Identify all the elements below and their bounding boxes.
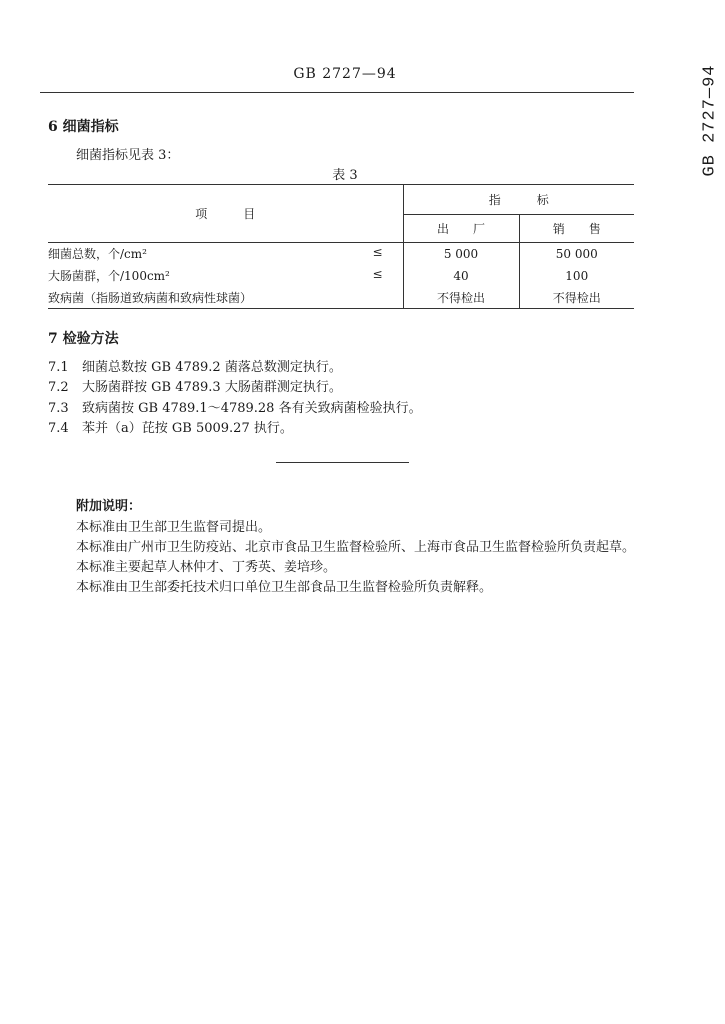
row-item-cell (48, 265, 403, 287)
col-factory-header: 出 厂 (403, 215, 519, 243)
col-index-header: 指 标 (403, 185, 634, 215)
method-item (48, 376, 342, 395)
row-sale-value: 不得检出 (519, 287, 634, 309)
section-6-intro: 细菌指标见表 3： (76, 148, 180, 163)
leq-symbol: ≤ (372, 245, 383, 260)
side-standard-code (695, 60, 725, 180)
section-divider (276, 462, 409, 463)
row-factory-value: 5 000 (403, 243, 519, 265)
method-num: 7.2 (48, 380, 69, 395)
row-item-text: 致病菌（指肠道致病菌和致病性球菌） (48, 290, 253, 305)
row-item-text: 大肠菌群，个/100cm² (48, 269, 170, 283)
method-item (48, 397, 422, 416)
leq-symbol: ≤ (372, 267, 383, 281)
table-row (48, 243, 634, 265)
col-item-header: 项 目 (48, 185, 403, 243)
table-row (48, 265, 634, 287)
section-6-title: 6 细菌指标 (48, 119, 119, 135)
method-item (48, 417, 293, 436)
table-row (48, 287, 634, 309)
method-num: 7.3 (48, 401, 69, 416)
method-text: 苯并（a）芘按 GB 5009.27 执行。 (82, 421, 293, 436)
note-line: 本标准由广州市卫生防疫站、北京市食品卫生监督检验所、上海市食品卫生监督检验所负责起草。 (76, 540, 636, 555)
method-text: 细菌总数按 GB 4789.2 菌落总数测定执行。 (82, 360, 342, 375)
method-num: 7.4 (48, 421, 69, 436)
row-item-cell (48, 287, 403, 309)
method-text: 大肠菌群按 GB 4789.3 大肠菌群测定执行。 (82, 380, 342, 395)
side-code-text: GB 2727—94 (700, 63, 720, 177)
note-line: 本标准主要起草人林仲才、丁秀英、姜培珍。 (76, 560, 337, 575)
row-factory-value: 40 (403, 265, 519, 287)
header-rule (40, 92, 634, 93)
note-line: 本标准由卫生部委托技术归口单位卫生部食品卫生监督检验所负责解释。 (76, 580, 493, 595)
row-item-cell (48, 243, 403, 265)
bacteria-index-table (48, 184, 634, 309)
row-sale-value: 50 000 (519, 243, 634, 265)
table-caption: 表 3 (332, 168, 358, 183)
notes-title: 附加说明： (76, 499, 142, 514)
method-text: 致病菌按 GB 4789.1～4789.28 各有关致病菌检验执行。 (82, 401, 422, 416)
table-header-row-1 (48, 185, 634, 215)
method-item (48, 356, 342, 375)
row-sale-value: 100 (519, 265, 634, 287)
section-7-title: 7 检验方法 (48, 331, 119, 347)
col-sale-header: 销 售 (519, 215, 634, 243)
row-item-text: 细菌总数，个/cm² (48, 247, 147, 262)
note-line: 本标准由卫生部卫生监督司提出。 (76, 520, 272, 535)
header-standard-code: GB 2727—94 (293, 66, 397, 82)
method-num: 7.1 (48, 360, 69, 375)
row-factory-value: 不得检出 (403, 287, 519, 309)
